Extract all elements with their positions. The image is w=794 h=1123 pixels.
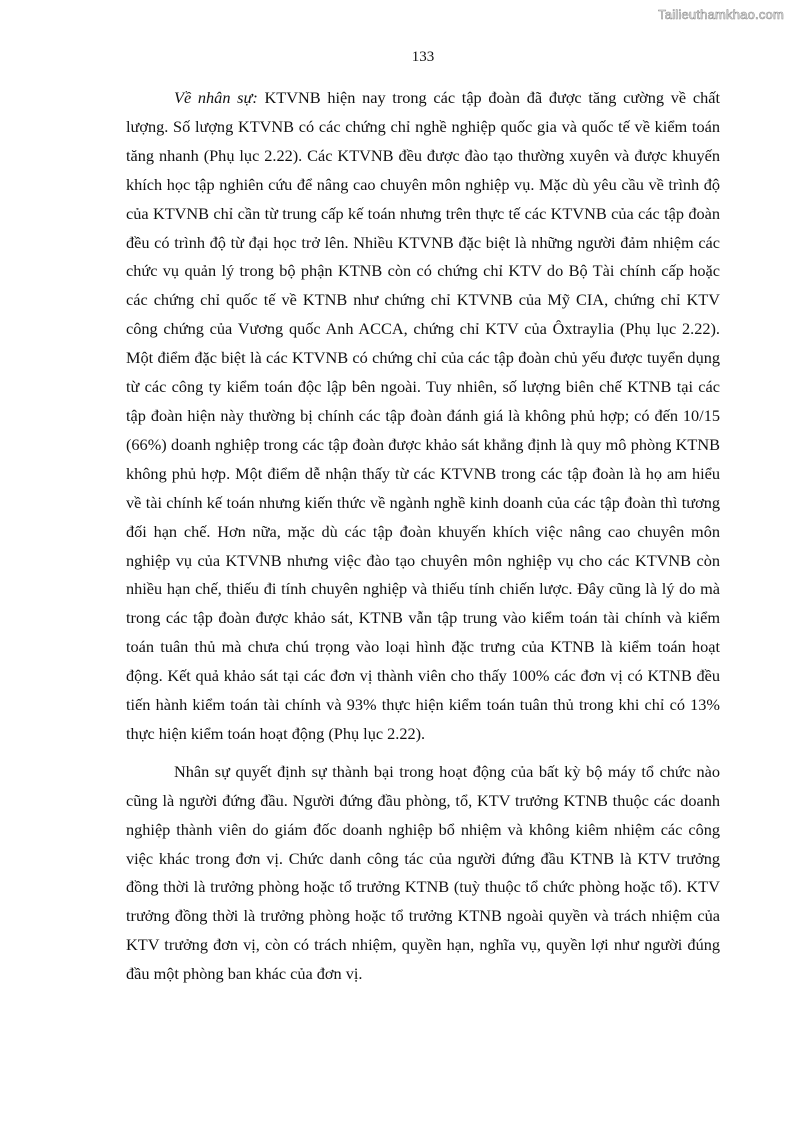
watermark-text: Tailieuthamkhao.com — [658, 7, 784, 22]
document-body — [126, 84, 720, 989]
paragraph-staffing — [126, 84, 720, 749]
paragraph-text: Nhân sự quyết định sự thành bại trong hoạt động của bất kỳ bộ máy tổ chức nào cũng là người đứng đầu. Người đứng đầu phòng, tổ, KTV trưởng KTNB thuộc các doanh nghiệp thành viên do giám đốc doanh nghiệp bổ nhiệm và không kiêm nhiệm các công việc khác trong đơn vị. Chức danh công tác của người đứng đầu KTNB là KTV trưởng đồng thời là trưởng phòng hoặc tổ trưởng KTNB (tuỳ thuộc tổ chức phòng hoặc tổ). KTV trưởng đồng thời là trưởng phòng hoặc tổ trưởng KTNB ngoài quyền và trách nhiệm của KTV trưởng đơn vị, còn có trách nhiệm, quyền hạn, nghĩa vụ, quyền lợi như người đúng đầu một phòng ban khác của đơn vị. — [126, 761, 720, 984]
paragraph-text: KTVNB hiện nay trong các tập đoàn đã được tăng cường về chất lượng. Số lượng KTVNB có các chứng chỉ nghề nghiệp quốc gia và quốc tế về kiểm toán tăng nhanh (Phụ lục 2.22). Các KTVNB đều được đào tạo thường xuyên và được khuyến khích học tập nghiên cứu để nâng cao chuyên môn nghiệp vụ. Mặc dù yêu cầu về trình độ của KTVNB chỉ cần từ trung cấp kế toán nhưng trên thực tế các KTVNB của các tập đoàn đều có trình độ từ đại học trở lên. Nhiều KTVNB đặc biệt là những người đảm nhiệm các chức vụ quản lý trong bộ phận KTNB còn có chứng chỉ KTV do Bộ Tài chính cấp hoặc các chứng chỉ quốc tế về KTNB như chứng chỉ KTVNB của Mỹ CIA, chứng chỉ KTV công chứng của Vương quốc Anh ACCA, chứng chỉ KTV của Ôxtraylia (Phụ lục 2.22). Một điểm đặc biệt là các KTVNB có chứng chỉ của các tập đoàn chủ yếu được tuyển dụng từ các công ty kiểm toán độc lập bên ngoài. Tuy nhiên, số lượng biên chế KTNB tại các tập đoàn hiện này thường bị chính các tập đoàn đánh giá là không phủ hợp; có đến 10/15 (66%) doanh nghiệp trong các tập đoàn được khảo sát khẳng định là quy mô phòng KTNB không phủ hợp. Một điểm dễ nhận thấy từ các KTVNB trong các tập đoàn là họ am hiểu về tài chính kế toán nhưng kiến thức về ngành nghề kinh doanh của các tập đoàn thì tương đối hạn chế. Hơn nữa, mặc dù các tập đoàn khuyến khích việc nâng cao chuyên môn nghiệp vụ của KTVNB nhưng việc đào tạo chuyên môn nghiệp vụ cho các KTVNB còn nhiều hạn chế, thiếu đi tính chuyên nghiệp và thiếu tính chiến lược. Đây cũng là lý do mà trong các tập đoàn được khảo sát, KTNB vẫn tập trung vào kiểm toán tài chính và kiểm toán tuân thủ mà chưa chú trọng vào loại hình đặc trưng của KTNB là kiểm toán hoạt động. Kết quả khảo sát tại các đơn vị thành viên cho thấy 100% các đơn vị có KTNB đều tiến hành kiểm toán tài chính và 93% thực hiện kiểm toán tuân thủ trong khi chỉ có 13% thực hiện kiểm toán hoạt động (Phụ lục 2.22). — [126, 88, 720, 743]
paragraph-leadership — [126, 758, 720, 989]
page-number: 133 — [411, 49, 435, 65]
paragraph-lead-italic: Về nhân sự: — [174, 88, 258, 107]
